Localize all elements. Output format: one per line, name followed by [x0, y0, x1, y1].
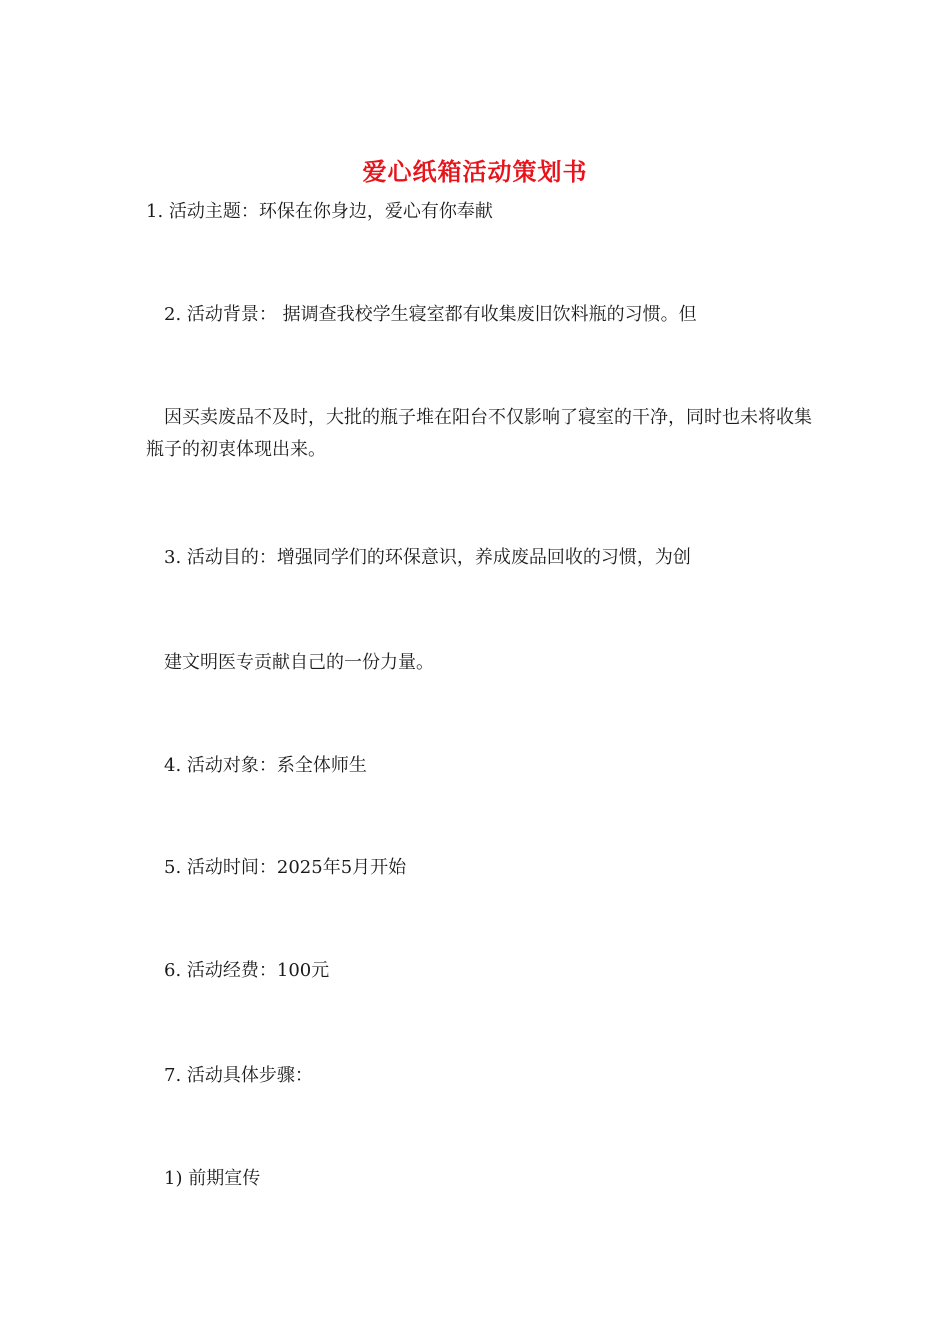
- item-budget: 6. 活动经费：100元: [164, 960, 330, 981]
- item-purpose-continued: 建文明医专贡献自己的一份力量。: [164, 652, 434, 673]
- item-background: 2. 活动背景： 据调查我校学生寝室都有收集废旧饮料瓶的习惯。但: [164, 304, 697, 325]
- document-title: 爱心纸箱活动策划书: [362, 158, 588, 186]
- item-purpose: 3. 活动目的：增强同学们的环保意识，养成废品回收的习惯，为创: [164, 547, 691, 568]
- item-step-publicity: 1) 前期宣传: [164, 1168, 261, 1189]
- item-theme: 1. 活动主题：环保在你身边，爱心有你奉献: [146, 201, 493, 222]
- item-background-continued: 因买卖废品不及时，大批的瓶子堆在阳台不仅影响了寝室的干净，同时也未将收集瓶子的初衷体现出来。: [146, 407, 812, 460]
- item-time: 5. 活动时间：2025年5月开始: [164, 857, 407, 878]
- item-steps: 7. 活动具体步骤：: [164, 1065, 313, 1086]
- item-target: 4. 活动对象：系全体师生: [164, 755, 367, 776]
